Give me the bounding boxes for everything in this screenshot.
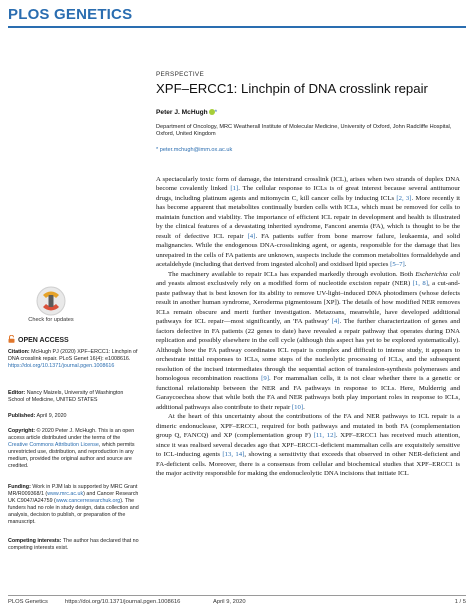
article-title: XPF–ERCC1: Linchpin of DNA crosslink repair [156, 81, 428, 96]
competing-text: The author has declared that no competing interests exist. [8, 538, 139, 551]
footer-journal: PLOS Genetics [8, 599, 48, 605]
author-email[interactable]: * peter.mchugh@imm.ox.ac.uk [156, 147, 233, 153]
mrc-link[interactable]: www.mrc.ac.uk [47, 490, 84, 497]
check-updates-icon [36, 286, 66, 316]
check-updates-label: Check for updates [28, 317, 74, 323]
reference-link[interactable]: [4] [331, 318, 340, 326]
copyright-label: Copyright: [8, 428, 36, 434]
copyright-text-end: , which permits unrestricted use, distribution, and reproduction in any medium, provided the original author and source are credited. [8, 441, 135, 469]
reference-link[interactable]: [5–7] [390, 261, 405, 269]
footer-doi-link[interactable]: https://doi.org/10.1371/journal.pgen.1008616 [65, 599, 181, 605]
paragraph-2: The machinery available to repair ICLs has expanded markedly through evolution. Both Escherichia coli and yeasts almost exclusively rely on a modified form of nucleotide excision repair (NER) [1, 8], a cut-and-paste pathway that is best known for its ability to remove UV-light–induced DNA photodimers (whose defects result in another human syndrome, Xeroderma pigmentosum [XP]). The details of how modified NER removes ICLs remain obscure and merit further investigation. Metazoans, meanwhile, have developed additional pathways for ICL repair—most significantly, an 'FA pathway' [4]. The further characterization of genes and factors defective in FA patients (22 genes to date) have revealed a repair pathway that operates during DNA replication and possibly elsewhere in the cell cycle (although this aspect has yet to be explored systematically). Although how the FA pathway coordinates ICL repair is complex and difficult to intense study, it appears to orchestrate initial responses to ICLs, some steps of the nucleolytic processing of ICLs, and the subsequent resolution of the incised intermediates through the sequential action of translesion-synthesis polymerases and homologous recombination reactions [9]. For mammalian cells, it is not clear whether there is a genetic or functional relationship between the NER and FA pathways in response to ICLs. Here, Mulderrig and Garaycoechea show that while both the FA and NER pathways both play important roles in response to ICLs, additional pathways also contribute to their repair [10]. [156, 270, 460, 411]
open-access-label [8, 335, 69, 344]
footer-date: April 9, 2020 [213, 599, 246, 605]
corresponding-marker: * [214, 109, 218, 116]
published-block [8, 413, 140, 420]
author-line [156, 109, 217, 116]
journal-logo: PLOS GENETICS [8, 6, 133, 23]
competing-interests-block [8, 538, 140, 552]
reference-link[interactable]: [11, 12] [313, 432, 336, 440]
funding-text: Work in PJM lab is supported by MRC Grant MR/R009368/1 ( [8, 484, 138, 497]
citation-text: McHugh PJ (2020) XPF–ERCC1: Linchpin of DNA crosslink repair. PLoS Genet 16(4): e1008616. [8, 349, 138, 362]
reference-link[interactable]: [2, 3] [396, 194, 412, 202]
editor-label: Editor: [8, 390, 26, 396]
editor-block [8, 390, 140, 404]
competing-label: Competing interests: [8, 538, 62, 544]
header-divider [8, 26, 466, 28]
article-type: PERSPECTIVE [156, 71, 205, 78]
published-date: April 9, 2020 [35, 413, 67, 419]
paragraph-1: A spectacularly toxic form of damage, the interstrand crosslink (ICL), arises when two strands of duplex DNA become covalently linked [1]. The cellular response to ICLs is of great interest because several antitumour drugs, including platinum agents and mitomycin C, kill cancer cells by inducing ICLs [2, 3]. More recently it has become apparent that metabolites continually burden cells with ICLs, which must be removed for cells to maintain function and viability. The importance of efficient ICL repair in development and health is illustrated by the clinical features of a devastating inherited syndrome, Fanconi anemia (FA), which is thought to be the result of defective ICL repair [4]. FA patients suffer from bone marrow failure, leukaemia, and solid malignancies. While the endogenous DNA-crosslinking agent, or agents, responsible for the damage that lies unrepaired in the cells of FA patients are unknown, suspects include the common metabolites formaldehyde and acetaldehyde (including that derived from ingested alcohol) and oxidised lipid species [5–7]. [156, 176, 461, 269]
cc-license-link[interactable]: Creative Commons Attribution License [8, 441, 99, 448]
reference-link[interactable]: [1] [230, 185, 239, 193]
funding-label: Funding: [8, 484, 31, 490]
cruk-link[interactable]: www.cancerresearchuk.org [55, 497, 121, 504]
reference-link[interactable]: [4] [247, 232, 256, 240]
citation-block [8, 349, 140, 370]
editor-text: Nancy Maizels, University of Washington School of Medicine, UNITED STATES [8, 390, 124, 403]
citation-doi-link[interactable]: https://doi.org/10.1371/journal.pgen.1008616 [8, 362, 115, 369]
published-label: Published: [8, 413, 36, 419]
open-access-lock-icon [8, 335, 15, 343]
open-access-text: OPEN ACCESS [18, 337, 69, 344]
reference-link[interactable]: [9] [261, 375, 269, 383]
reference-link[interactable]: [10] [291, 403, 304, 411]
page-number: 1 / 5 [454, 599, 466, 605]
article-body [156, 175, 460, 479]
author-name[interactable]: Peter J. McHugh [156, 109, 208, 116]
author-affiliation: Department of Oncology, MRC Weatherall Institute of Molecular Medicine, University of Oxford, John Radcliffe Hospital, Oxford, United Kingdom [156, 124, 452, 138]
funding-text-3: ). The funders had no role in study design, data collection and analysis, decision to publish, or preparation of the manuscript. [8, 497, 139, 525]
paragraph-3: At the heart of this uncertainty about the contributions of the FA and NER pathways to ICL repair is a dimeric endonuclease, XPF–ERCC1, required for both pathways and mutated in both FA (complementation group Q, FANCQ) and XP (complementation group F) [11, 12]. XPF–ERCC1 has received much attention, since it was realised several decades ago that XPF–ERCC1-deficient mammalian cells are exquisitely sensitive to ICL-inducing agents [13, 14], showing a sensitivity that exceeds that observed in other NER-deficient and FA-deficient cells. Moreover, there is a consensus from cellular and biochemical studies that XPF–ERCC1 is the major activity responsible for making the endonucleolytic DNA incisions that initiate ICL [156, 413, 461, 478]
funding-block [8, 484, 140, 525]
footer-divider [8, 595, 466, 596]
copyright-block [8, 428, 140, 469]
reference-link[interactable]: [13, 14] [222, 451, 245, 459]
funding-text-2: ) and Cancer Research UK C9047/A24759 ( [8, 490, 139, 504]
reference-link[interactable]: [1, 8] [412, 280, 428, 288]
citation-label: Citation: [8, 349, 30, 355]
check-for-updates-badge[interactable] [24, 286, 78, 323]
copyright-text: © 2020 Peter J. McHugh. This is an open access article distributed under the terms of the [8, 428, 135, 441]
species-name: Escherichia coli [415, 270, 460, 278]
